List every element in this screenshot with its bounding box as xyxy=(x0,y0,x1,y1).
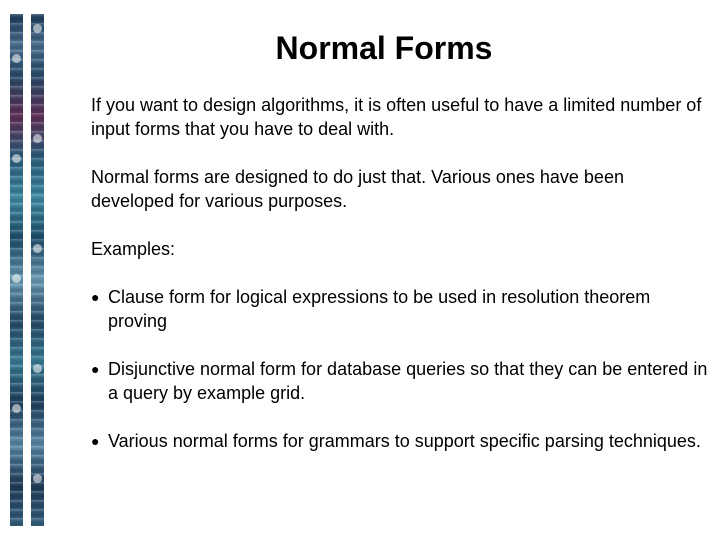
list-item xyxy=(91,429,711,453)
decorative-pattern xyxy=(33,134,42,143)
bullet-icon: ● xyxy=(91,289,100,305)
intro-paragraph: If you want to design algorithms, it is often useful to have a limited number of input forms that you have to deal with. xyxy=(91,95,702,139)
bullet-icon: ● xyxy=(91,433,100,449)
list-item-text: Disjunctive normal form for database queries so that they can be entered in a query by example grid. xyxy=(108,359,708,403)
decorative-pattern xyxy=(33,474,42,483)
decorative-pattern xyxy=(33,244,42,253)
bullet-icon: ● xyxy=(91,361,100,377)
list-item xyxy=(91,357,711,405)
normal-forms-paragraph: Normal forms are designed to do just that. Various ones have been developed for various purposes. xyxy=(91,167,624,211)
decorative-pattern xyxy=(12,274,21,283)
examples-label: Examples: xyxy=(91,239,176,259)
decorative-strip-left xyxy=(10,14,23,526)
decorative-pattern xyxy=(12,154,21,163)
slide-title: Normal Forms xyxy=(275,30,493,66)
list-item-text: Various normal forms for grammars to support specific parsing techniques. xyxy=(108,431,701,451)
list-item-text: Clause form for logical expressions to be used in resolution theorem proving xyxy=(108,287,651,331)
decorative-pattern xyxy=(33,364,42,373)
decorative-pattern xyxy=(12,404,21,413)
slide-body xyxy=(91,93,711,477)
list-item xyxy=(91,285,711,333)
decorative-strip-right xyxy=(31,14,44,526)
